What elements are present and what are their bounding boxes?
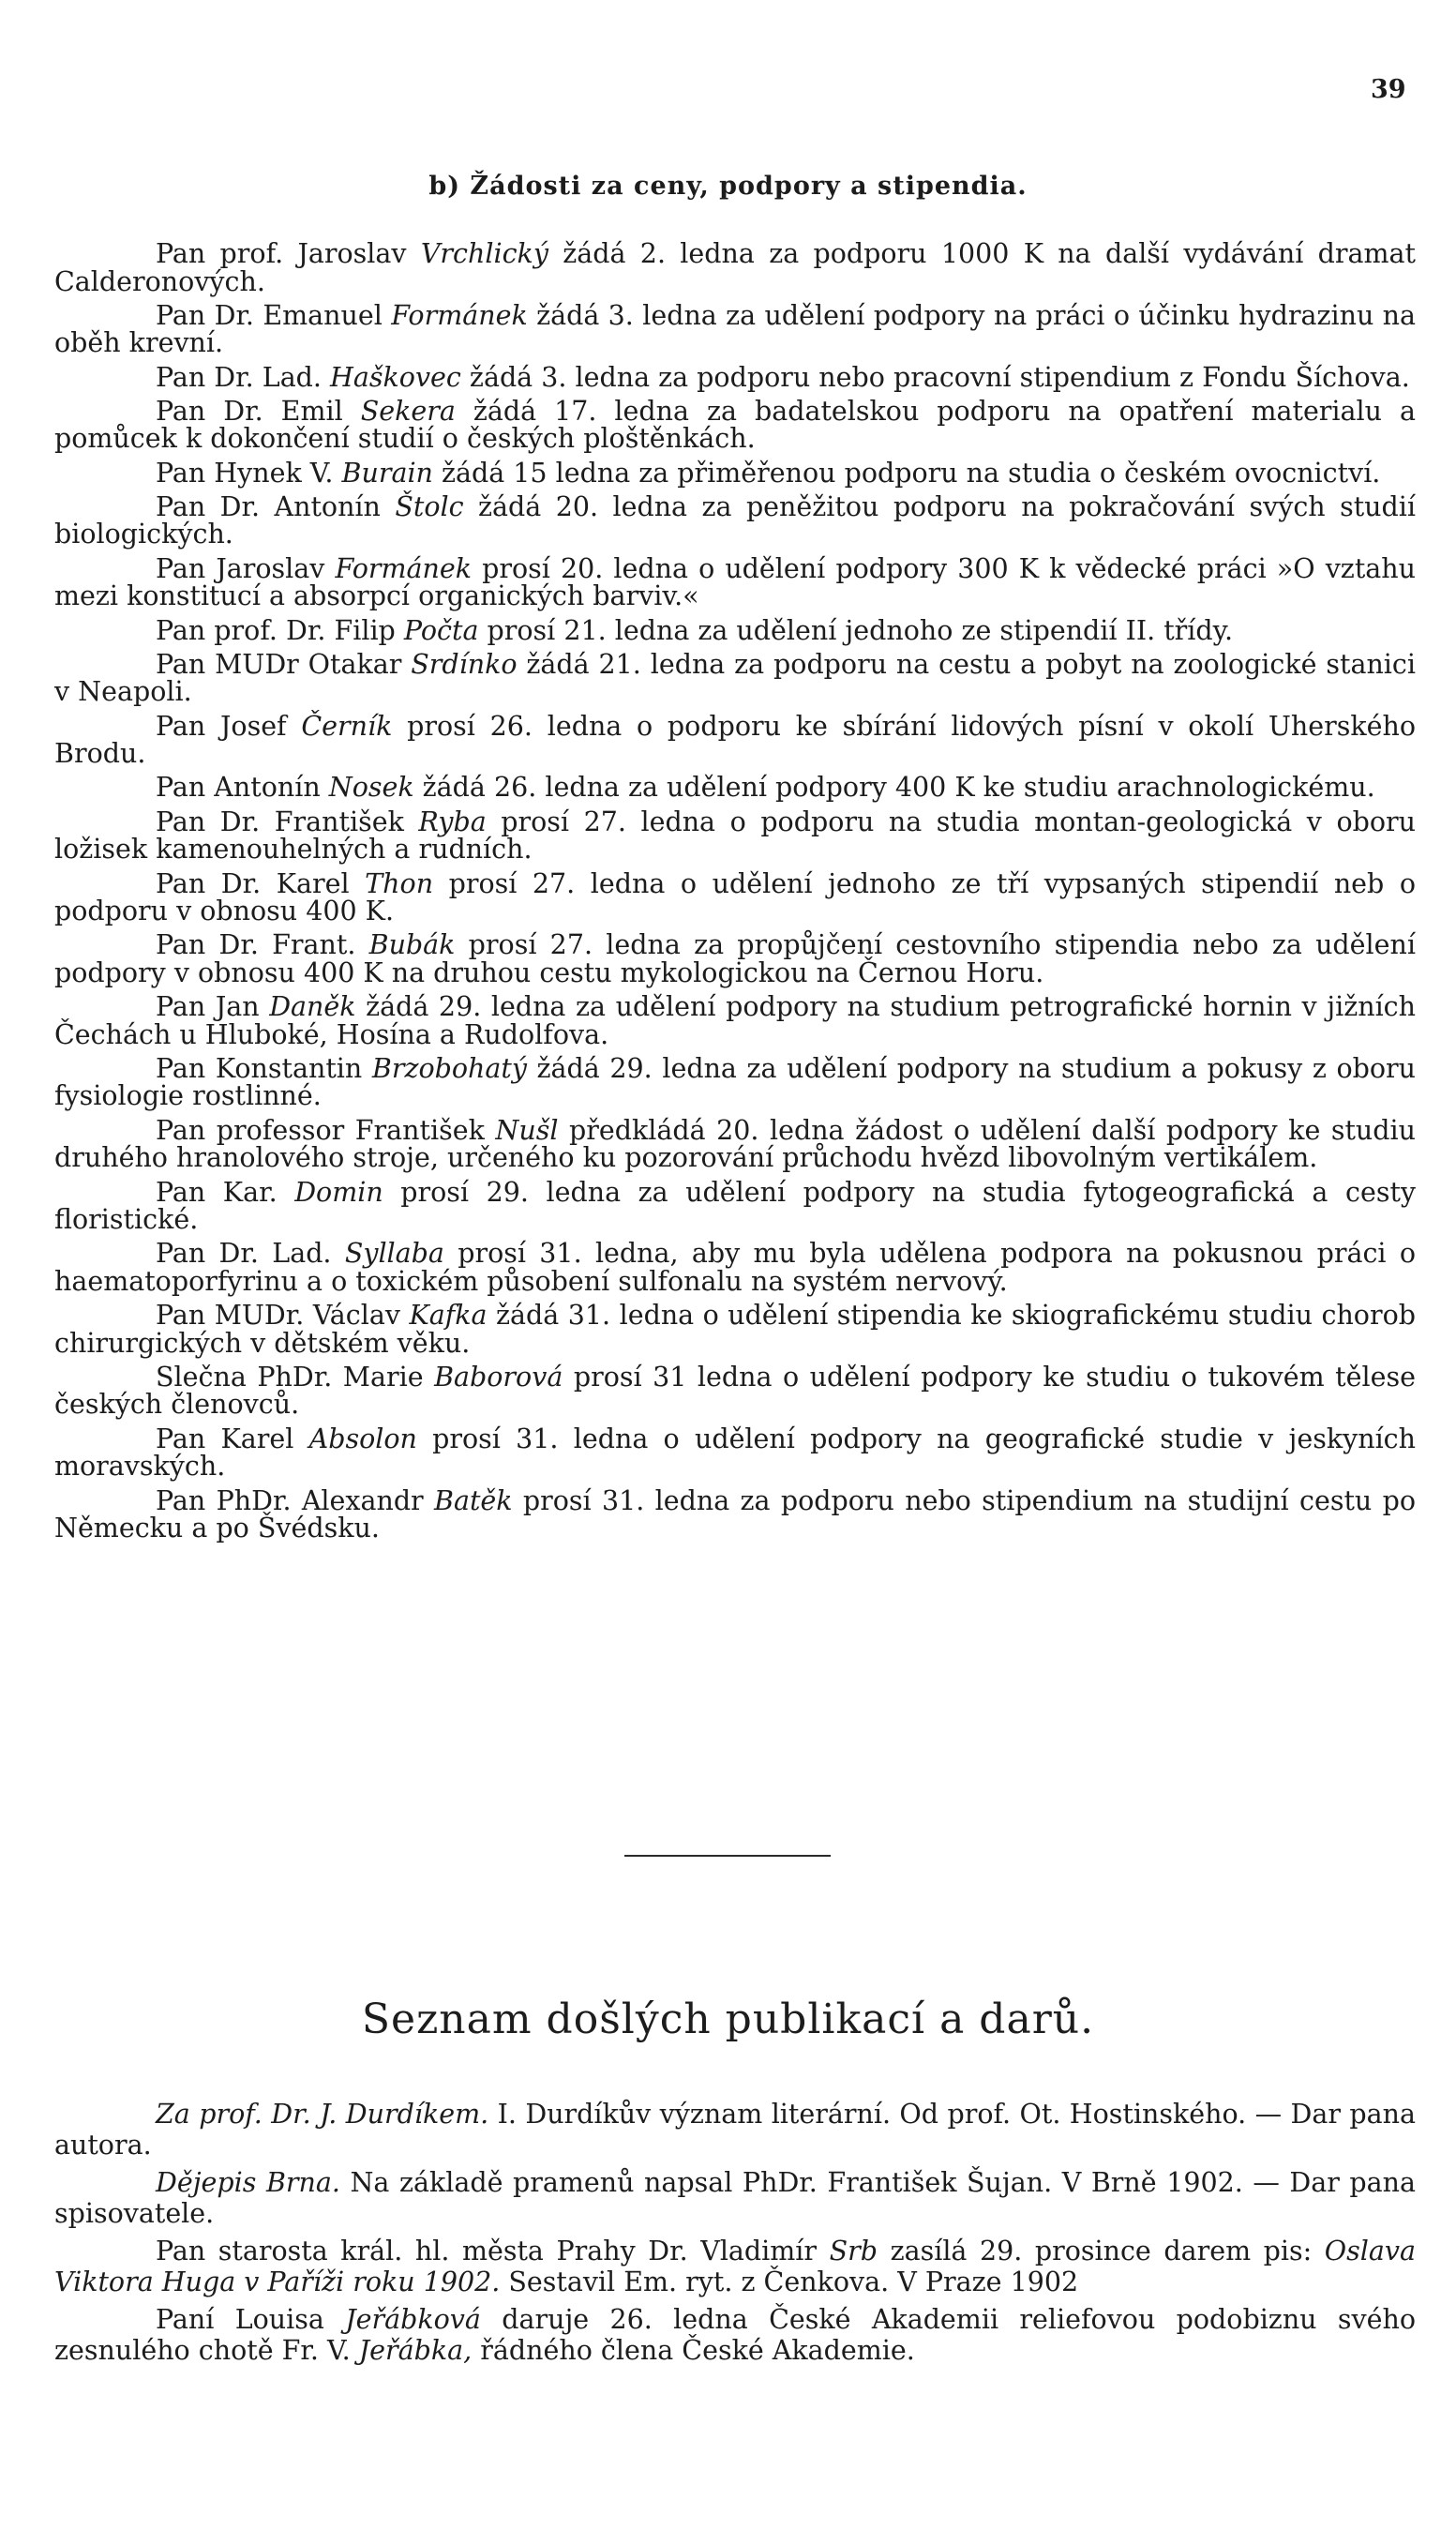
person-name: Srb — [829, 2236, 878, 2266]
entry-text: prosí 27. ledna o podporu na studia montan-geologická v oboru ložisek kamenouhelných a rudních. — [54, 806, 1416, 866]
person-name: Jeřábková — [345, 2304, 481, 2335]
entry-text: žádá 3. ledna za udělení podpory na práci o účinku hydrazinu na oběh krevní. — [54, 299, 1416, 359]
person-name: Srdínko — [411, 648, 518, 680]
person-name: Haškovec — [330, 361, 461, 393]
entry-text: prosí 20. ledna o udělení podpory 300 K k vědecké práci »O vztahu mezi konstitucí a absorpcí organických barviv.« — [54, 552, 1416, 612]
entry-text: prosí 26. ledna o podporu ke sbírání lidových písní v okolí Uherského Brodu. — [54, 710, 1416, 770]
request-entry — [54, 931, 1416, 986]
entry-text: Pan Dr. František — [156, 806, 419, 837]
request-entry — [54, 240, 1416, 295]
request-entry — [54, 395, 1416, 455]
request-entry — [54, 867, 1416, 927]
entry-text: prosí 31. ledna, aby mu byla udělena podpora na pokusnou práci o haematoporfyrinu a o toxickém působení sulfonalu na systém nervový. — [54, 1238, 1416, 1297]
person-name: Burain — [341, 457, 433, 489]
request-entry — [54, 459, 1416, 488]
entry-text: prosí 31. ledna za podporu nebo stipendium na studijní cestu po Německu a po Švédsku. — [54, 1484, 1416, 1544]
person-name: Formánek — [391, 299, 528, 331]
request-entry — [54, 1052, 1416, 1112]
request-entry — [54, 1425, 1416, 1481]
entry-text: Pan Dr. Frant. — [156, 929, 369, 961]
request-entry — [54, 1240, 1416, 1295]
publication-entry — [54, 2167, 1416, 2229]
entry-text: žádá 26. ledna za udělení podpory 400 K ke studiu arachnologickému. — [413, 772, 1375, 804]
entry-text: žádá 31. ledna o udělení stipendia ke skiografickému studiu chorob chirurgických v dětském věku. — [54, 1300, 1416, 1359]
request-entry — [54, 1484, 1416, 1544]
entry-text: Pan Konstantin — [156, 1052, 372, 1084]
section-divider — [624, 1855, 831, 1857]
entry-text: Pan professor František — [156, 1114, 496, 1146]
person-name: Štolc — [395, 490, 464, 522]
person-name: Daněk — [269, 991, 356, 1023]
entry-text: prosí 31 ledna o udělení podpory ke studiu o tukovém tělese českých členovců. — [54, 1361, 1416, 1421]
person-name: Vrchlický — [420, 238, 548, 269]
entry-text: Pan Dr. Karel — [156, 867, 366, 899]
entry-text: Pan Dr. Lad. — [156, 361, 331, 393]
entry-text: Pan Dr. Antonín — [156, 490, 396, 522]
person-name: Ryba — [418, 806, 487, 837]
entry-text: daruje 26. ledna České Akademii reliefovou podobiznu svého zesnulého chotě Fr. V. — [54, 2304, 1416, 2366]
entry-text: žádá 17. ledna za badatelskou podporu na opatření materialu a pomůcek k dokončení studií o českých ploštěnkách. — [54, 395, 1416, 455]
publication-entry — [54, 2236, 1416, 2297]
person-name: Formánek — [335, 552, 472, 584]
person-name: Za prof. Dr. J. Durdíkem. — [156, 2099, 489, 2130]
person-name: Syllaba — [344, 1238, 444, 1270]
publication-entry — [54, 2099, 1416, 2161]
entry-text: Pan prof. Dr. Filip — [156, 614, 404, 646]
person-name: Počta — [403, 614, 479, 646]
person-name: Kafka — [409, 1300, 488, 1332]
entry-text: prosí 29. ledna za udělení podpory na studia fytogeografická a cesty floristické. — [54, 1176, 1416, 1236]
person-name: Dějepis Brna. — [156, 2167, 340, 2198]
request-entry — [54, 1176, 1416, 1236]
entry-text: zasílá 29. prosince darem pis: — [878, 2236, 1325, 2266]
entry-text: řádného člena České Akademie. — [472, 2335, 915, 2366]
entry-text: Pan Dr. Emil — [156, 395, 361, 427]
entry-text: Pan MUDr. Václav — [156, 1300, 410, 1332]
entry-text: I. Durdíkův význam literární. Od prof. Ot. Hostinského. — Dar pana autora. — [54, 2099, 1416, 2161]
request-entry — [54, 299, 1416, 359]
person-name: Oslava Viktora Huga v Paříži roku 1902. — [54, 2236, 1416, 2297]
person-name: Batěk — [434, 1484, 513, 1516]
request-entry — [54, 490, 1416, 550]
request-entry — [54, 614, 1416, 646]
person-name: Absolon — [308, 1423, 417, 1454]
request-entry — [54, 808, 1416, 864]
request-entry — [54, 648, 1416, 708]
entry-text: Pan PhDr. Alexandr — [156, 1484, 435, 1516]
request-entry — [54, 1302, 1416, 1357]
entry-text: žádá 3. ledna za podporu nebo pracovní stipendium z Fondu Šíchova. — [460, 361, 1410, 393]
entry-text: Pan Kar. — [156, 1176, 295, 1208]
entry-text: žádá 21. ledna za podporu na cestu a pobyt na zoologické stanici v Neapoli. — [54, 648, 1416, 708]
publications-list — [54, 2099, 1416, 2372]
entry-text: Pan Antonín — [156, 772, 329, 804]
entry-text: Pan prof. Jaroslav — [156, 238, 421, 269]
entry-text: Pan Hynek V. — [156, 457, 342, 489]
entry-text: Pan Dr. Emanuel — [156, 299, 392, 331]
entry-text: Na základě pramenů napsal PhDr. František Šujan. V Brně 1902. — Dar pana spisovatele. — [54, 2167, 1416, 2229]
entry-text: Slečna PhDr. Marie — [156, 1361, 435, 1393]
entry-text: prosí 31. ledna o udělení podpory na geografické studie v jeskyních moravských. — [54, 1423, 1416, 1483]
request-entry — [54, 774, 1416, 802]
entry-text: Pan Jan — [156, 991, 270, 1023]
entry-text: Pan Jaroslav — [156, 552, 336, 584]
person-name: Nosek — [328, 772, 414, 804]
entry-text: Pan starosta král. hl. města Prahy Dr. Vladimír — [156, 2236, 830, 2266]
request-entry — [54, 361, 1416, 393]
entry-text: Pan MUDr Otakar — [156, 648, 412, 680]
request-entry — [54, 993, 1416, 1048]
entry-text: žádá 29. ledna za udělení podpory na studium petrografické hornin v jižních Čechách u Hluboké, Hosína a Rudolfova. — [54, 991, 1416, 1050]
entry-text: prosí 27. ledna o udělení jednoho ze tří vypsaných stipendií neb o podporu v obnosu 400 K. — [54, 867, 1416, 927]
person-name: Nušl — [495, 1114, 559, 1146]
person-name: Sekera — [360, 395, 456, 427]
entry-text: žádá 20. ledna za peněžitou podporu na pokračování svých studií biologických. — [54, 490, 1416, 550]
person-name: Černík — [301, 710, 393, 742]
person-name: Bubák — [368, 929, 456, 961]
entry-text: žádá 2. ledna za podporu 1000 K na další vydávání dramat Calderonových. — [54, 238, 1417, 297]
entry-text: prosí 21. ledna za udělení jednoho ze stipendií II. třídy. — [478, 614, 1234, 646]
request-entry — [54, 552, 1416, 612]
entry-text: Pan Josef — [156, 710, 302, 742]
section-heading: b) Žádosti za ceny, podpory a stipendia. — [428, 172, 1028, 201]
person-name: Domin — [294, 1176, 383, 1208]
person-name: Brzobohatý — [371, 1052, 527, 1084]
page-number: 39 — [1371, 75, 1406, 104]
person-name: Jeřábka, — [358, 2335, 473, 2366]
entry-text: žádá 29. ledna za udělení podpory na studium a pokusy z oboru fysiologie rostlinné. — [54, 1052, 1416, 1112]
entry-text: Paní Louisa — [156, 2304, 346, 2335]
entry-text: žádá 15 ledna za přiměřenou podporu na studia o českém ovocnictví. — [432, 457, 1381, 489]
entry-text: prosí 27. ledna za propůjčení cestovního stipendia nebo za udělení podpory v obnosu 400 K na druhou cestu mykologickou na Černou Horu. — [54, 929, 1416, 988]
publication-entry — [54, 2304, 1416, 2366]
request-entry — [54, 710, 1416, 770]
entry-text: Sestavil Em. ryt. z Čenkova. V Praze 1902 — [500, 2266, 1079, 2297]
requests-list — [54, 240, 1416, 1548]
publications-heading: Seznam došlých publikací a darů. — [361, 1995, 1095, 2043]
request-entry — [54, 1363, 1416, 1419]
entry-text: Pan Dr. Lad. — [156, 1238, 345, 1270]
entry-text: předkládá 20. ledna žádost o udělení další podpory ke studiu druhého hranolového stroje, určeného ku pozorování průchodu hvězd libovolným vertikálem. — [54, 1114, 1416, 1174]
request-entry — [54, 1114, 1416, 1174]
entry-text: Pan Karel — [156, 1423, 309, 1454]
person-name: Thon — [365, 867, 434, 899]
person-name: Baborová — [434, 1361, 563, 1393]
